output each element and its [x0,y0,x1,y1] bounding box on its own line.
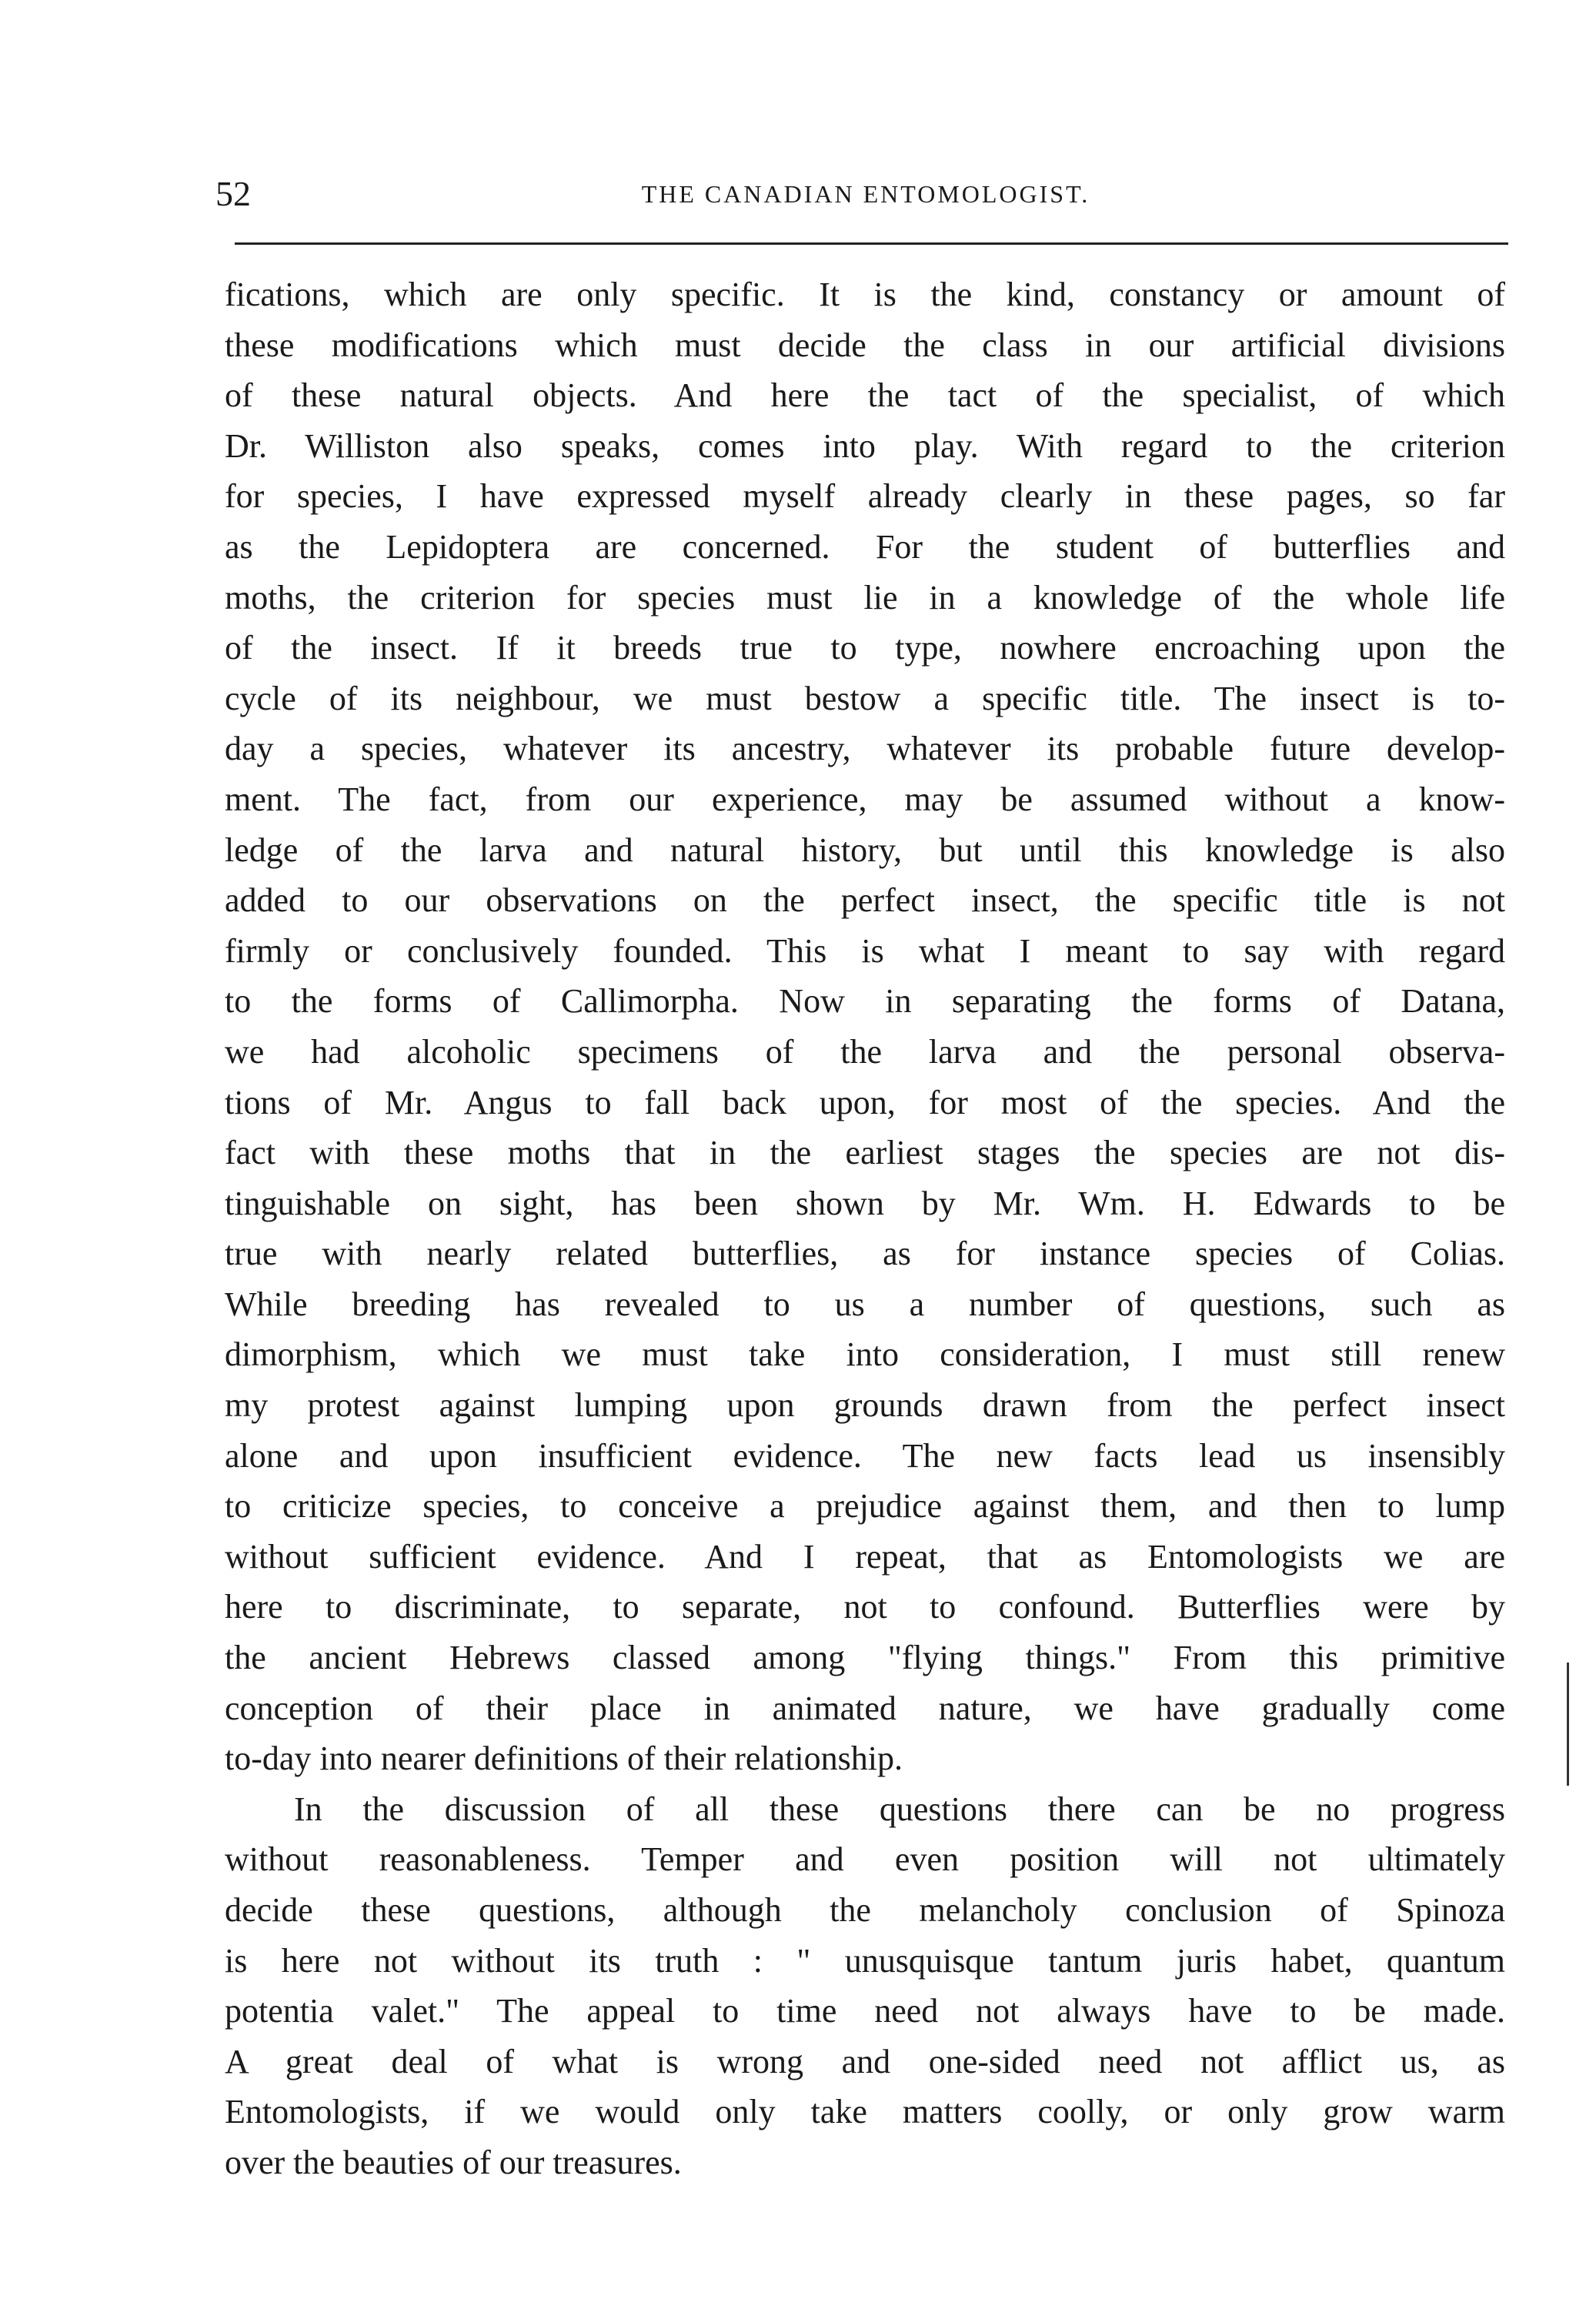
text-line: of the insect. If it breeds true to type, nowhere encroaching upon the [225,629,1505,667]
body-text [225,269,1505,2188]
text-line: as the Lepidoptera are concerned. For the student of butterflies and [225,527,1505,566]
text-line: to criticize species, to conceive a prejudice against them, and then to lump [225,1487,1505,1526]
text-line: without sufficient evidence. And I repeat, that as Entomologists we are [225,1537,1505,1576]
text-line: without reasonableness. Temper and even position will not ultimately [225,1840,1505,1879]
text-line: we had alcoholic specimens of the larva and the personal observa- [225,1032,1505,1071]
text-line: potentia valet." The appeal to time need not always have to be made. [225,1992,1505,2030]
text-line: over the beauties of our treasures. [225,2143,682,2181]
text-line: the ancient Hebrews classed among "flying things." From this primitive [225,1639,1505,1677]
running-header [215,171,1516,217]
text-line: here to discriminate, to separate, not to confound. Butterflies were by [225,1588,1505,1626]
text-line: While breeding has revealed to us a number of questions, such as [225,1285,1505,1323]
paragraph [225,269,1505,1784]
text-line: conception of their place in animated nature, we have gradually come [225,1689,1505,1727]
text-line: ment. The fact, from our experience, may be assumed without a know- [225,780,1505,818]
text-line: ledge of the larva and natural history, but until this knowledge is also [225,830,1505,869]
text-line: of these natural objects. And here the tact of the specialist, of which [225,376,1505,415]
text-line: fact with these moths that in the earliest stages the species are not dis- [225,1134,1505,1172]
text-line: tinguishable on sight, has been shown by Mr. Wm. H. Edwards to be [225,1184,1505,1222]
text-line: dimorphism, which we must take into consideration, I must still renew [225,1335,1505,1374]
text-line: day a species, whatever its ancestry, whatever its probable future develop- [225,730,1505,768]
running-title: THE CANADIAN ENTOMOLOGIST. [641,180,1090,208]
margin-mark [1567,1663,1569,1786]
text-line: In the discussion of all these questions there can be no progress [294,1790,1505,1828]
text-line: moths, the criterion for species must lie in a knowledge of the whole life [225,578,1505,617]
text-line: cycle of its neighbour, we must bestow a specific title. The insect is to- [225,679,1505,717]
text-line: A great deal of what is wrong and one-sided need not afflict us, as [225,2042,1505,2080]
text-line: these modifications which must decide the class in our artificial divisions [225,326,1505,364]
text-line: is here not without its truth : " unusquisque tantum juris habet, quantum [225,1941,1505,1980]
text-line: firmly or conclusively founded. This is what I meant to say with regard [225,931,1505,970]
paragraph [225,1784,1505,2188]
text-line: added to our observations on the perfect insect, the specific title is not [225,881,1505,920]
text-line: Entomologists, if we would only take matters coolly, or only grow warm [225,2093,1505,2131]
text-line: to the forms of Callimorpha. Now in separating the forms of Datana, [225,982,1505,1021]
text-line: tions of Mr. Angus to fall back upon, for most of the species. And the [225,1083,1505,1121]
text-line: decide these questions, although the melancholy conclusion of Spinoza [225,1891,1505,1929]
text-line: true with nearly related butterflies, as for instance species of Colias. [225,1235,1505,1273]
text-line: to-day into nearer definitions of their relationship. [225,1740,903,1778]
page-number: 52 [215,174,251,213]
header-rule [235,242,1508,245]
text-line: my protest against lumping upon grounds drawn from the perfect insect [225,1386,1505,1425]
text-line: Dr. Williston also speaks, comes into play. With regard to the criterion [225,426,1505,465]
text-line: fications, which are only specific. It is the kind, constancy or amount of [225,276,1505,313]
text-line: alone and upon insufficient evidence. The new facts lead us insensibly [225,1436,1505,1475]
text-line: for species, I have expressed myself already clearly in these pages, so far [225,477,1505,516]
